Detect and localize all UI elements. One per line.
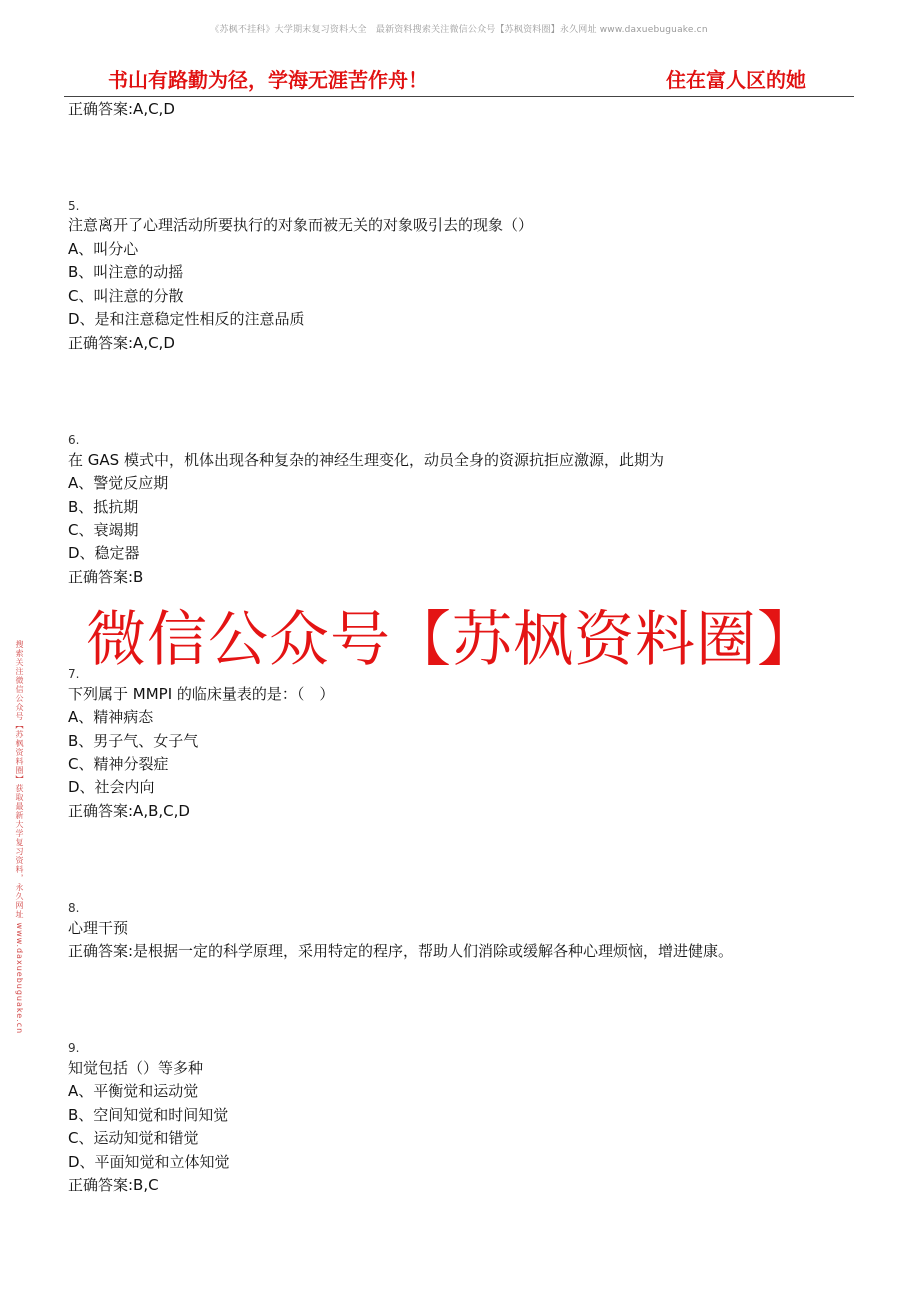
question-number: 9. — [68, 1041, 80, 1055]
option-a: A、叫分心 — [68, 240, 139, 258]
correct-answer: 正确答案:A,B,C,D — [68, 802, 190, 820]
option-d: D、稳定器 — [68, 544, 140, 562]
header-motto: 书山有路勤为径，学海无涯苦作舟！ — [108, 68, 428, 92]
correct-answer: 正确答案:A,C,D — [68, 334, 175, 352]
correct-answer: 正确答案:是根据一定的科学原理，采用特定的程序，帮助人们消除或缓解各种心理烦恼，增进健康。 — [68, 942, 734, 960]
question-number: 5. — [68, 199, 80, 213]
option-c: C、精神分裂症 — [68, 755, 169, 773]
question-number: 6. — [68, 433, 80, 447]
question-number: 8. — [68, 901, 80, 915]
option-b: B、叫注意的动摇 — [68, 263, 184, 281]
top-note: 《苏枫不挂科》大学期末复习资料大全 最新资料搜索关注微信公众号【苏枫资料圈】永久网址 www.daxuebuguake.cn — [210, 25, 708, 35]
option-b: B、抵抗期 — [68, 498, 139, 516]
option-b: B、男子气、女子气 — [68, 732, 199, 750]
option-b: B、空间知觉和时间知觉 — [68, 1106, 229, 1124]
option-d: D、是和注意稳定性相反的注意品质 — [68, 310, 305, 328]
option-d: D、社会内向 — [68, 778, 155, 796]
correct-answer: 正确答案:B,C — [68, 1176, 159, 1194]
side-watermark-note: 搜索关注微信公众号【苏枫资料圈】获取最新大学复习资料，永久网址 www.daxuebuguake.cn — [15, 640, 24, 1035]
header-right-text: 住在富人区的她 — [666, 68, 806, 92]
option-d: D、平面知觉和立体知觉 — [68, 1153, 230, 1171]
option-c: C、运动知觉和错觉 — [68, 1129, 199, 1147]
option-a: A、警觉反应期 — [68, 474, 169, 492]
option-c: C、叫注意的分散 — [68, 287, 184, 305]
option-c: C、衰竭期 — [68, 521, 139, 539]
previous-answer: 正确答案:A,C,D — [68, 100, 175, 118]
question-stem: 注意离开了心理活动所要执行的对象而被无关的对象吸引去的现象（） — [68, 216, 534, 234]
correct-answer: 正确答案:B — [68, 568, 144, 586]
question-stem: 下列属于 MMPI 的临床量表的是：（ ） — [68, 685, 335, 703]
option-a: A、平衡觉和运动觉 — [68, 1082, 199, 1100]
question-stem: 知觉包括（）等多种 — [68, 1059, 204, 1077]
header-divider — [64, 96, 854, 97]
question-number: 7. — [68, 667, 80, 681]
question-stem: 在 GAS 模式中，机体出现各种复杂的神经生理变化，动员全身的资源抗拒应激源，此期为 — [68, 451, 664, 469]
question-stem: 心理干预 — [68, 919, 129, 937]
option-a: A、精神病态 — [68, 708, 154, 726]
watermark-banner: 微信公众号【苏枫资料圈】 — [86, 605, 818, 675]
